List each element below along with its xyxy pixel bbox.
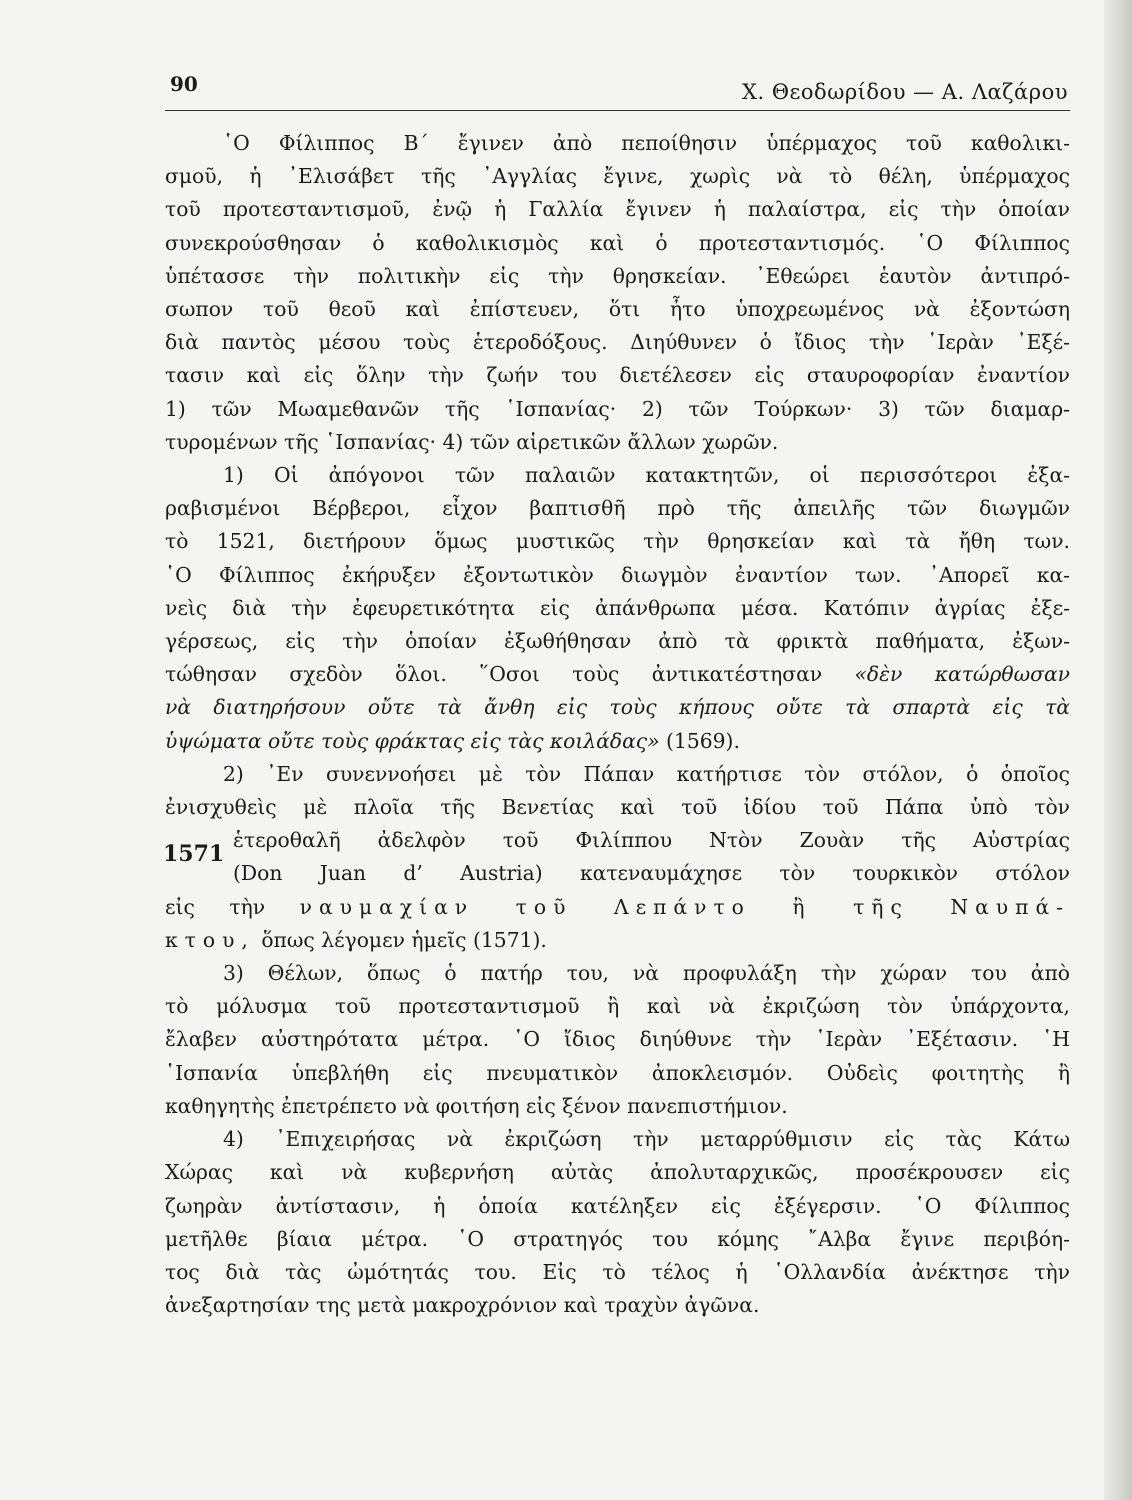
text-segment: (1569). [659,728,740,753]
text-line: 1) τῶν Μωαμεθανῶν τῆς ῾Ισπανίας· 2) τῶν Τούρκων· 3) τῶν διαμαρ- [165,396,1070,421]
text-line: 2) ᾿Εν συνεννοήσει μὲ τὸν Πάπαν κατήρτισε τὸν στόλον, ὁ ὁποῖος [223,761,1070,786]
page-number: 90 [170,72,198,96]
text-line: τὸ 1521, διετήρουν ὅμως μυστικῶς τὴν θρησκείαν καὶ τὰ ἤθη των. [165,529,1070,554]
page-header [165,70,1070,111]
text-line: διὰ παντὸς μέσου τοὺς ἑτεροδόξους. Διηύθυνεν ὁ ἴδιος τὴν ῾Ιερὰν ᾿Εξέ- [165,330,1070,355]
text-line: σωπον τοῦ θεοῦ καὶ ἐπίστευεν, ὅτι ἦτο ὑποχρεωμένος νὰ ἐξοντώση [165,297,1070,322]
text-line: σμοῦ, ἡ ᾿Ελισάβετ τῆς ᾿Αγγλίας ἔγινε, χωρὶς νὰ τὸ θέλη, ὑπέρμαχος [165,164,1070,189]
text-line: 3) Θέλων, ὅπως ὁ πατήρ του, νὰ προφυλάξη τὴν χώραν του ἀπὸ [223,961,1070,986]
text-line: γέρσεως, εἰς τὴν ὁποίαν ἐξωθήθησαν ἀπὸ τὰ φρικτὰ παθήματα, ἐξων- [165,629,1070,654]
scan-page-edge [1104,0,1132,1500]
text-line [165,891,1070,924]
text-line: 4) ᾿Επιχειρήσας νὰ ἐκριζώση τὴν μεταρρύθμισιν εἰς τὰς Κάτω [223,1127,1070,1152]
text-line: τὸ μόλυσμα τοῦ προτεσταντισμοῦ ἢ καὶ νὰ ἐκριζώση τὸν ὑπάρχοντα, [165,994,1070,1019]
text-line: ραβισμένοι Βέρβεροι, εἶχον βαπτισθῆ πρὸ τῆς ἀπειλῆς τῶν διωγμῶν [165,496,1070,521]
text-line: ζωηρὰν ἀντίστασιν, ἡ ὁποία κατέληξεν εἰς ἐξέγερσιν. ῾Ο Φίλιππος [165,1193,1070,1218]
text-line: μετῆλθε βίαια μέτρα. ῾Ο στρατηγός του κόμης ῎Αλβα ἔγινε περιβόη- [165,1226,1070,1251]
book-page [165,70,1070,1322]
paragraph-4 [165,957,1070,1123]
text-segment: εἰς τὴν [165,894,266,919]
paragraph-2 [165,459,1070,758]
text-line: νεὶς διὰ τὴν ἐφευρετικότητα εἰς ἀπάνθρωπα μέσα. Κατόπιν ἀγρίας ἐξε- [165,595,1070,620]
running-head: Χ. Θεοδωρίδου — Α. Λαζάρου [742,80,1068,104]
quotation: «δὲν κατώρθωσαν [854,662,1071,687]
text-line: ἐνισχυθεὶς μὲ πλοῖα τῆς Βενετίας καὶ τοῦ ἰδίου τοῦ Πάπα ὑπὸ τὸν [165,795,1070,820]
text-line: 1) Οἱ ἀπόγονοι τῶν παλαιῶν κατακτητῶν, οἱ περισσότεροι ἐξα- [223,463,1070,488]
text-line [165,658,1070,691]
text-line: ῾Ισπανία ὑπεβλήθη εἰς πνευματικὸν ἀποκλεισμόν. Οὐδεὶς φοιτητὴς ἢ [165,1060,1070,1085]
text-segment: τώθησαν σχεδὸν ὅλοι. ῞Οσοι τοὺς ἀντικατέστησαν [165,662,823,687]
paragraph-5 [165,1123,1070,1322]
text-line: ἀνεξαρτησίαν της μετὰ μακροχρόνιον καὶ τραχὺν ἀγῶνα. [165,1293,760,1318]
text-line: Χώρας καὶ νὰ κυβερνήση αὐτὰς ἀπολυταρχικῶς, προσέκρουσεν εἰς [165,1160,1070,1185]
body-text [165,127,1070,1322]
text-line: ἑτεροθαλῆ ἀδελφὸν τοῦ Φιλίππου Ντὸν Ζουὰν τῆς Αὐστρίας [233,828,1070,853]
text-line [165,725,1070,758]
text-line: ὑπέτασσε τὴν πολιτικὴν εἰς τὴν θρησκείαν. ᾿Εθεώρει ἑαυτὸν ἀντιπρό- [165,263,1070,288]
text-line: τος διὰ τὰς ὠμότητάς του. Εἰς τὸ τέλος ἡ ῾Ολλανδία ἀνέκτησε τὴν [165,1259,1070,1284]
text-line: ῾Ο Φίλιππος ἐκήρυξεν ἐξοντωτικὸν διωγμὸν ἐναντίον των. ᾿Απορεῖ κα- [165,562,1070,587]
spaced-emphasis: ναυμαχίαν τοῦ Λεπάντο ἢ τῆς Ναυπά- [299,894,1071,919]
text-line: καθηγητὴς ἐπετρέπετο νὰ φοιτήση εἰς ξένον πανεπιστήμιον. [165,1093,788,1118]
text-line: τασιν καὶ εἰς ὅλην τὴν ζωήν του διετέλεσεν εἰς σταυροφορίαν ἐναντίον [165,363,1070,388]
text-line: τοῦ προτεσταντισμοῦ, ἐνῷ ἡ Γαλλία ἔγινεν ἡ παλαίστρα, εἰς τὴν ὁποίαν [165,197,1070,222]
text-line [165,924,1070,957]
paragraph-1 [165,127,1070,459]
paragraph-3 [165,758,1070,957]
text-segment: ὅπως λέγομεν ἡμεῖς (1571). [254,927,547,952]
text-line: τυρομένων τῆς ῾Ισπανίας· 4) τῶν αἱρετικῶν ἄλλων χωρῶν. [165,429,779,454]
text-line: ἔλαβεν αὐστηρότατα μέτρα. ῾Ο ἴδιος διηύθυνε τὴν ῾Ιερὰν ᾿Εξέτασιν. ῾Η [165,1027,1070,1052]
text-line: (Don Juan d’ Austria) κατεναυμάχησε τὸν τουρκικὸν στόλον [233,861,1070,886]
spaced-emphasis: κτου, [165,927,255,952]
quotation-line: νὰ διατηρήσουν οὔτε τὰ ἄνθη εἰς τοὺς κήπους οὔτε τὰ σπαρτὰ εἰς τὰ [165,695,1070,720]
text-line: συνεκρούσθησαν ὁ καθολικισμὸς καὶ ὁ προτεσταντισμός. ῾Ο Φίλιππος [165,230,1070,255]
quotation: ὑψώματα οὔτε τοὺς φράκτας εἰς τὰς κοιλάδας» [165,728,660,753]
margin-year-note: 1571 [163,840,225,867]
text-line: ῾Ο Φίλιππος Β΄ ἔγινεν ἀπὸ πεποίθησιν ὑπέρμαχος τοῦ καθολικι- [223,131,1070,155]
